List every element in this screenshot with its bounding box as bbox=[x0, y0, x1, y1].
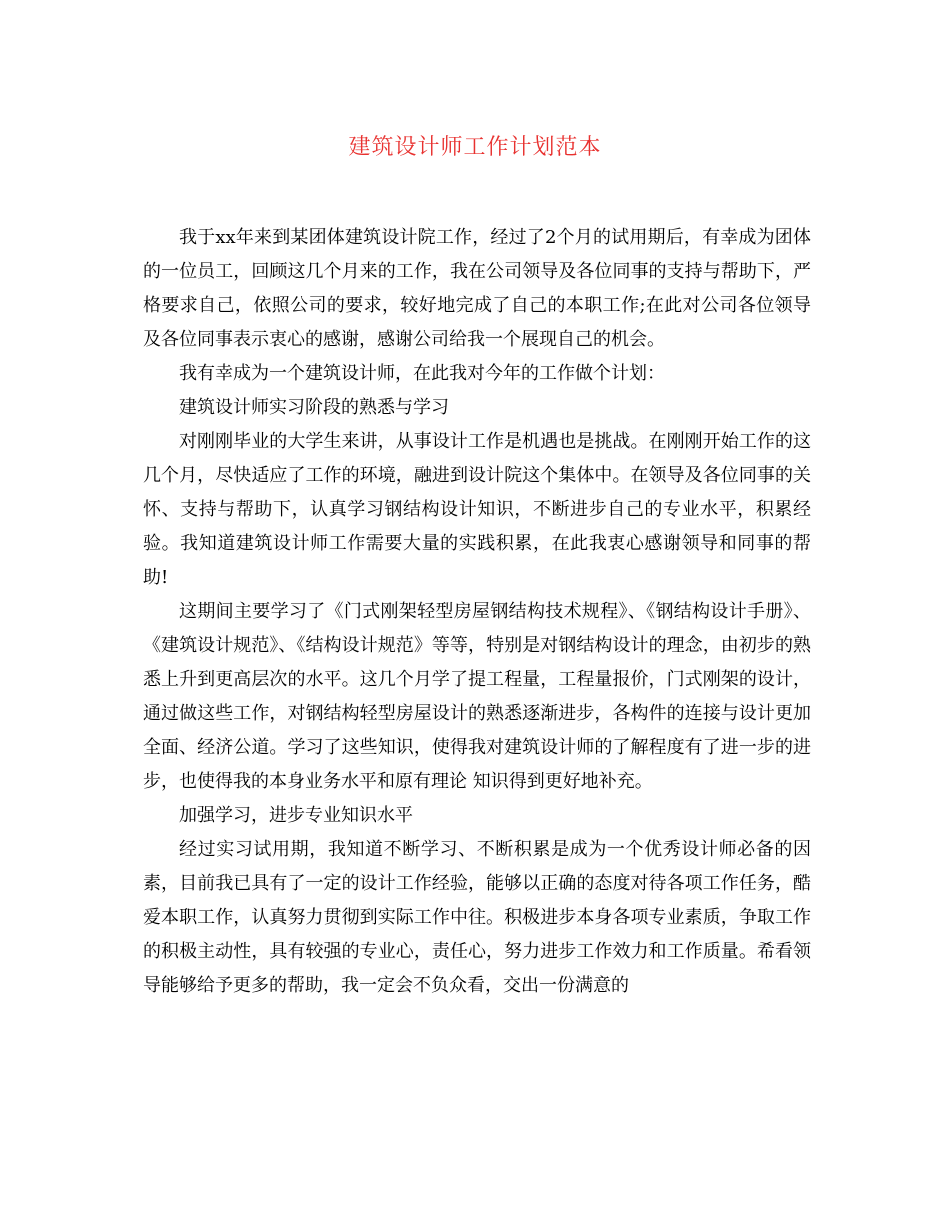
paragraph-internship: 对刚刚毕业的大学生来讲，从事设计工作是机遇也是挑战。在刚刚开始工作的这几个月，尽快适应了工作的环境，融进到设计院这个集体中。在领导及各位同事的关怀、支持与帮助下，认真学习钢结构设计知识，不断进步自己的专业水平，积累经验。我知道建筑设计师工作需要大量的实践积累，在此我衷心感谢领导和同事的帮助! bbox=[143, 431, 811, 588]
section-heading-internship: 建筑设计师实习阶段的熟悉与学习 bbox=[179, 397, 449, 418]
section-heading-learning: 加强学习，进步专业知识水平 bbox=[179, 805, 413, 826]
document-title: 建筑设计师工作计划范本 bbox=[348, 135, 602, 160]
paragraph-plan-intro: 我有幸成为一个建筑设计师，在此我对今年的工作做个计划： bbox=[179, 363, 665, 384]
paragraph-learning: 经过实习试用期，我知道不断学习、不断积累是成为一个优秀设计师必备的因素，目前我已具有了一定的设计工作经验，能够以正确的态度对待各项工作任务，酷爱本职工作，认真努力贯彻到实际工作中往。积极进步本身各项专业素质，争取工作的积极主动性，具有较强的专业心，责任心，努力进步工作效力和工作质量。希看领导能够给予更多的帮助，我一定会不负众看，交出一份满意的 bbox=[143, 839, 811, 996]
document-body bbox=[143, 221, 811, 1003]
paragraph-study: 这期间主要学习了《门式刚架轻型房屋钢结构技术规程》、《钢结构设计手册》、《建筑设计规范》、《结构设计规范》等等，特别是对钢结构设计的理念，由初步的熟悉上升到更高层次的水平。这几个月学了提工程量，工程量报价，门式刚架的设计，通过做这些工作，对钢结构轻型房屋设计的熟悉逐渐进步，各构件的连接与设计更加全面、经济公道。学习了这些知识，使得我对建筑设计师的了解程度有了进一步的进步，也使得我的本身业务水平和原有理论 知识得到更好地补充。 bbox=[143, 601, 811, 792]
paragraph-intro: 我于xx年来到某团体建筑设计院工作，经过了2个月的试用期后，有幸成为团体的一位员工，回顾这几个月来的工作，我在公司领导及各位同事的支持与帮助下，严格要求自己，依照公司的要求，较好地完成了自己的本职工作;在此对公司各位领导及各位同事表示衷心的感谢，感谢公司给我一个展现自己的机会。 bbox=[143, 227, 811, 350]
